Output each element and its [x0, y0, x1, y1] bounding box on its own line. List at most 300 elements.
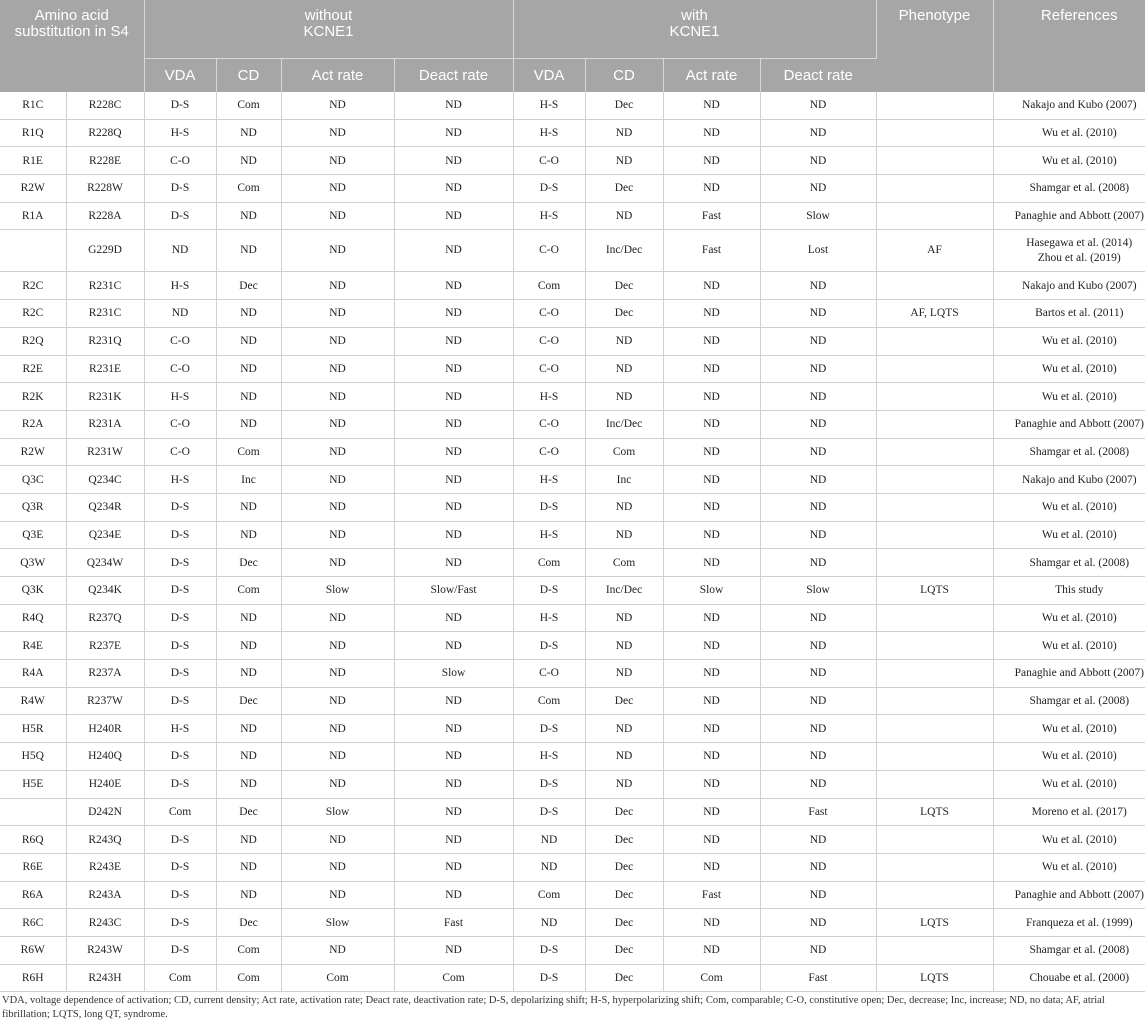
reference-text: Wu et al. (2010)	[1041, 501, 1117, 514]
cell-with-cd: Dec	[585, 92, 663, 119]
cell-without-act-rate: ND	[281, 770, 394, 798]
cell-relative-position: Q3C	[0, 466, 66, 494]
cell-substitution: R243A	[66, 881, 144, 909]
table-row	[0, 660, 1145, 688]
cell-with-vda: ND	[513, 853, 585, 881]
cell-without-deact-rate: Slow/Fast	[394, 577, 513, 605]
subheader-vda: VDA	[513, 59, 585, 93]
cell-without-act-rate: ND	[281, 853, 394, 881]
cell-with-act-rate: ND	[663, 770, 760, 798]
reference-text: Zhou et al. (2019)	[1037, 251, 1121, 264]
cell-with-cd: Com	[585, 549, 663, 577]
cell-references	[993, 521, 1145, 549]
cell-without-cd: Com	[216, 964, 281, 992]
cell-without-act-rate: ND	[281, 175, 394, 203]
cell-without-deact-rate: ND	[394, 327, 513, 355]
cell-with-cd: Inc/Dec	[585, 230, 663, 272]
cell-with-deact-rate: Slow	[760, 577, 876, 605]
cell-phenotype	[876, 881, 993, 909]
cell-substitution: H240Q	[66, 743, 144, 771]
cell-without-deact-rate: Com	[394, 964, 513, 992]
cell-references	[993, 853, 1145, 881]
cell-without-deact-rate: ND	[394, 770, 513, 798]
cell-phenotype	[876, 521, 993, 549]
cell-with-act-rate: ND	[663, 493, 760, 521]
reference-text: Shamgar et al. (2008)	[1029, 182, 1130, 195]
cell-with-deact-rate: ND	[760, 826, 876, 854]
cell-references	[993, 202, 1145, 230]
cell-with-vda: Com	[513, 881, 585, 909]
table-body	[0, 92, 1145, 992]
table-row	[0, 410, 1145, 438]
cell-without-vda: D-S	[144, 881, 216, 909]
subheader-vda: VDA	[144, 59, 216, 93]
cell-without-vda: D-S	[144, 853, 216, 881]
table-row	[0, 92, 1145, 119]
cell-relative-position: Q3R	[0, 493, 66, 521]
cell-phenotype	[876, 549, 993, 577]
cell-with-cd: ND	[585, 715, 663, 743]
cell-with-cd: Dec	[585, 881, 663, 909]
cell-references	[993, 881, 1145, 909]
cell-relative-position: Q3K	[0, 577, 66, 605]
cell-with-vda: D-S	[513, 632, 585, 660]
cell-references	[993, 715, 1145, 743]
cell-without-vda: D-S	[144, 936, 216, 964]
cell-with-vda: H-S	[513, 604, 585, 632]
cell-with-cd: ND	[585, 202, 663, 230]
cell-with-deact-rate: ND	[760, 521, 876, 549]
table-row	[0, 272, 1145, 300]
table-row	[0, 826, 1145, 854]
cell-phenotype: AF, LQTS	[876, 300, 993, 328]
cell-without-vda: D-S	[144, 660, 216, 688]
cell-with-cd: Dec	[585, 826, 663, 854]
cell-with-deact-rate: ND	[760, 272, 876, 300]
cell-references	[993, 438, 1145, 466]
cell-substitution: R231E	[66, 355, 144, 383]
cell-without-vda: D-S	[144, 521, 216, 549]
cell-references	[993, 355, 1145, 383]
cell-without-act-rate: ND	[281, 549, 394, 577]
cell-references	[993, 770, 1145, 798]
cell-with-deact-rate: ND	[760, 715, 876, 743]
cell-substitution: R231K	[66, 383, 144, 411]
cell-with-cd: ND	[585, 327, 663, 355]
cell-with-vda: C-O	[513, 147, 585, 175]
reference-text: Panaghie and Abbott (2007)	[1014, 418, 1144, 431]
cell-without-cd: ND	[216, 493, 281, 521]
cell-phenotype	[876, 119, 993, 147]
cell-with-vda: D-S	[513, 715, 585, 743]
cell-with-vda: ND	[513, 909, 585, 937]
table-row	[0, 632, 1145, 660]
cell-without-vda: Com	[144, 798, 216, 826]
cell-relative-position: R2K	[0, 383, 66, 411]
cell-references	[993, 175, 1145, 203]
cell-with-act-rate: ND	[663, 909, 760, 937]
reference-text: Shamgar et al. (2008)	[1029, 695, 1130, 708]
cell-with-cd: Inc/Dec	[585, 410, 663, 438]
cell-without-vda: D-S	[144, 909, 216, 937]
cell-without-vda: H-S	[144, 466, 216, 494]
cell-without-cd: ND	[216, 147, 281, 175]
reference-text: Wu et al. (2010)	[1041, 612, 1117, 625]
cell-with-vda: D-S	[513, 798, 585, 826]
cell-with-vda: H-S	[513, 92, 585, 119]
cell-without-vda: D-S	[144, 687, 216, 715]
cell-relative-position: Q3W	[0, 549, 66, 577]
reference-text: Panaghie and Abbott (2007)	[1014, 888, 1144, 901]
cell-with-act-rate: ND	[663, 936, 760, 964]
cell-references	[993, 798, 1145, 826]
cell-phenotype	[876, 92, 993, 119]
cell-phenotype	[876, 383, 993, 411]
table-row	[0, 466, 1145, 494]
subheader-act-rate: Act rate	[663, 59, 760, 93]
cell-without-act-rate: ND	[281, 632, 394, 660]
cell-phenotype	[876, 438, 993, 466]
cell-without-vda: D-S	[144, 493, 216, 521]
cell-with-act-rate: ND	[663, 466, 760, 494]
cell-relative-position: R2W	[0, 438, 66, 466]
cell-substitution: R237Q	[66, 604, 144, 632]
subheader-cd: CD	[216, 59, 281, 93]
cell-substitution: R228Q	[66, 119, 144, 147]
cell-references	[993, 410, 1145, 438]
cell-relative-position: R4E	[0, 632, 66, 660]
cell-references	[993, 147, 1145, 175]
cell-relative-position: R1Q	[0, 119, 66, 147]
cell-with-deact-rate: ND	[760, 660, 876, 688]
table-row	[0, 798, 1145, 826]
cell-without-vda: D-S	[144, 175, 216, 203]
cell-phenotype	[876, 660, 993, 688]
reference-text: Shamgar et al. (2008)	[1029, 445, 1130, 458]
cell-phenotype	[876, 743, 993, 771]
cell-with-cd: ND	[585, 521, 663, 549]
cell-without-vda: Com	[144, 964, 216, 992]
table-row	[0, 300, 1145, 328]
cell-phenotype: LQTS	[876, 964, 993, 992]
table-row	[0, 202, 1145, 230]
cell-substitution: R231A	[66, 410, 144, 438]
cell-substitution: R228W	[66, 175, 144, 203]
cell-without-vda: D-S	[144, 549, 216, 577]
table-row	[0, 327, 1145, 355]
cell-substitution: R231Q	[66, 327, 144, 355]
cell-without-cd: Dec	[216, 272, 281, 300]
cell-without-deact-rate: ND	[394, 300, 513, 328]
cell-without-cd: ND	[216, 327, 281, 355]
cell-references	[993, 743, 1145, 771]
cell-with-act-rate: Com	[663, 964, 760, 992]
cell-references	[993, 383, 1145, 411]
cell-without-act-rate: ND	[281, 119, 394, 147]
cell-substitution: Q234W	[66, 549, 144, 577]
cell-references	[993, 660, 1145, 688]
cell-with-deact-rate: ND	[760, 493, 876, 521]
cell-relative-position: R4A	[0, 660, 66, 688]
cell-phenotype: LQTS	[876, 798, 993, 826]
cell-with-act-rate: ND	[663, 355, 760, 383]
cell-with-deact-rate: Fast	[760, 964, 876, 992]
cell-relative-position	[0, 798, 66, 826]
cell-with-deact-rate: Fast	[760, 798, 876, 826]
cell-phenotype: AF	[876, 230, 993, 272]
cell-with-act-rate: ND	[663, 272, 760, 300]
cell-with-act-rate: ND	[663, 175, 760, 203]
cell-without-deact-rate: ND	[394, 230, 513, 272]
cell-with-cd: Dec	[585, 936, 663, 964]
cell-references	[993, 964, 1145, 992]
cell-without-vda: D-S	[144, 604, 216, 632]
cell-without-cd: Dec	[216, 798, 281, 826]
cell-without-act-rate: ND	[281, 604, 394, 632]
cell-without-cd: ND	[216, 660, 281, 688]
cell-with-cd: Dec	[585, 272, 663, 300]
cell-references	[993, 577, 1145, 605]
cell-with-cd: ND	[585, 660, 663, 688]
cell-substitution: Q234R	[66, 493, 144, 521]
cell-substitution: R237A	[66, 660, 144, 688]
cell-with-cd: ND	[585, 147, 663, 175]
cell-with-deact-rate: ND	[760, 410, 876, 438]
cell-without-act-rate: ND	[281, 687, 394, 715]
cell-with-deact-rate: ND	[760, 92, 876, 119]
cell-without-vda: H-S	[144, 119, 216, 147]
cell-with-deact-rate: ND	[760, 687, 876, 715]
cell-without-deact-rate: ND	[394, 604, 513, 632]
cell-with-deact-rate: ND	[760, 632, 876, 660]
cell-substitution: R231C	[66, 272, 144, 300]
cell-with-vda: H-S	[513, 119, 585, 147]
cell-relative-position: R4Q	[0, 604, 66, 632]
cell-substitution: R237W	[66, 687, 144, 715]
cell-references	[993, 92, 1145, 119]
cell-without-deact-rate: ND	[394, 743, 513, 771]
cell-without-deact-rate: ND	[394, 632, 513, 660]
cell-relative-position: R2C	[0, 272, 66, 300]
cell-without-vda: ND	[144, 230, 216, 272]
table-row	[0, 909, 1145, 937]
table-row	[0, 355, 1145, 383]
cell-without-deact-rate: ND	[394, 355, 513, 383]
cell-substitution: H240E	[66, 770, 144, 798]
cell-with-act-rate: ND	[663, 853, 760, 881]
cell-with-act-rate: ND	[663, 119, 760, 147]
cell-with-act-rate: ND	[663, 92, 760, 119]
table-row	[0, 853, 1145, 881]
cell-phenotype	[876, 466, 993, 494]
cell-without-cd: ND	[216, 853, 281, 881]
cell-with-vda: Com	[513, 687, 585, 715]
cell-without-deact-rate: ND	[394, 493, 513, 521]
cell-without-act-rate: ND	[281, 826, 394, 854]
cell-without-deact-rate: ND	[394, 798, 513, 826]
cell-with-vda: ND	[513, 826, 585, 854]
cell-relative-position: R6Q	[0, 826, 66, 854]
cell-without-vda: D-S	[144, 202, 216, 230]
cell-without-act-rate: ND	[281, 272, 394, 300]
cell-with-deact-rate: ND	[760, 147, 876, 175]
reference-text: Bartos et al. (2011)	[1035, 307, 1124, 320]
reference-text: Wu et al. (2010)	[1041, 390, 1117, 403]
cell-without-deact-rate: ND	[394, 175, 513, 203]
cell-relative-position	[0, 230, 66, 272]
cell-without-deact-rate: ND	[394, 715, 513, 743]
table-row	[0, 230, 1145, 272]
cell-without-vda: C-O	[144, 410, 216, 438]
cell-with-deact-rate: ND	[760, 909, 876, 937]
cell-substitution: R243C	[66, 909, 144, 937]
cell-without-cd: Com	[216, 936, 281, 964]
cell-without-cd: ND	[216, 383, 281, 411]
cell-with-act-rate: ND	[663, 438, 760, 466]
cell-references	[993, 300, 1145, 328]
cell-without-cd: Dec	[216, 909, 281, 937]
table-row	[0, 770, 1145, 798]
cell-without-deact-rate: ND	[394, 853, 513, 881]
cell-without-cd: ND	[216, 770, 281, 798]
cell-relative-position: R1C	[0, 92, 66, 119]
cell-without-cd: Inc	[216, 466, 281, 494]
cell-with-deact-rate: ND	[760, 549, 876, 577]
cell-with-vda: D-S	[513, 936, 585, 964]
table-row	[0, 743, 1145, 771]
cell-without-deact-rate: ND	[394, 936, 513, 964]
cell-substitution: R243H	[66, 964, 144, 992]
cell-phenotype	[876, 632, 993, 660]
reference-text: Shamgar et al. (2008)	[1029, 944, 1130, 957]
cell-without-deact-rate: ND	[394, 466, 513, 494]
cell-relative-position: R4W	[0, 687, 66, 715]
cell-with-vda: C-O	[513, 355, 585, 383]
cell-relative-position: R2Q	[0, 327, 66, 355]
cell-without-cd: Dec	[216, 549, 281, 577]
cell-without-cd: ND	[216, 521, 281, 549]
cell-with-cd: Dec	[585, 687, 663, 715]
reference-text: Nakajo and Kubo (2007)	[1021, 279, 1137, 292]
cell-without-act-rate: ND	[281, 92, 394, 119]
reference-text: Chouabe et al. (2000)	[1029, 971, 1130, 984]
cell-with-cd: Com	[585, 438, 663, 466]
cell-with-vda: D-S	[513, 964, 585, 992]
cell-phenotype	[876, 202, 993, 230]
cell-references	[993, 119, 1145, 147]
cell-without-cd: ND	[216, 826, 281, 854]
cell-without-cd: ND	[216, 715, 281, 743]
cell-relative-position: H5E	[0, 770, 66, 798]
cell-relative-position: R1E	[0, 147, 66, 175]
subheader-deact-rate: Deact rate	[394, 59, 513, 93]
cell-without-cd: ND	[216, 355, 281, 383]
cell-without-deact-rate: ND	[394, 521, 513, 549]
cell-without-act-rate: ND	[281, 660, 394, 688]
cell-substitution: R231W	[66, 438, 144, 466]
reference-text: Wu et al. (2010)	[1041, 335, 1117, 348]
cell-relative-position: R1A	[0, 202, 66, 230]
header-substitution: Amino acid substitution in S4	[0, 0, 144, 92]
cell-with-vda: D-S	[513, 175, 585, 203]
cell-substitution: H240R	[66, 715, 144, 743]
cell-phenotype	[876, 687, 993, 715]
cell-without-act-rate: ND	[281, 936, 394, 964]
cell-without-deact-rate: ND	[394, 92, 513, 119]
cell-without-cd: Com	[216, 438, 281, 466]
cell-without-deact-rate: Slow	[394, 660, 513, 688]
cell-phenotype	[876, 853, 993, 881]
cell-with-vda: D-S	[513, 577, 585, 605]
reference-text: Franqueza et al. (1999)	[1025, 916, 1133, 929]
cell-phenotype	[876, 147, 993, 175]
cell-with-act-rate: ND	[663, 798, 760, 826]
cell-relative-position: R6E	[0, 853, 66, 881]
cell-without-act-rate: ND	[281, 300, 394, 328]
cell-with-act-rate: ND	[663, 826, 760, 854]
cell-relative-position: H5R	[0, 715, 66, 743]
cell-relative-position: R6A	[0, 881, 66, 909]
cell-substitution: Q234C	[66, 466, 144, 494]
cell-references	[993, 466, 1145, 494]
cell-without-vda: C-O	[144, 147, 216, 175]
cell-with-cd: ND	[585, 383, 663, 411]
cell-without-deact-rate: ND	[394, 826, 513, 854]
cell-references	[993, 604, 1145, 632]
reference-text: This study	[1055, 584, 1104, 597]
cell-relative-position: R2C	[0, 300, 66, 328]
cell-without-cd: ND	[216, 300, 281, 328]
cell-with-cd: ND	[585, 493, 663, 521]
cell-without-deact-rate: Fast	[394, 909, 513, 937]
table-row	[0, 936, 1145, 964]
cell-with-vda: C-O	[513, 230, 585, 272]
cell-substitution: Q234E	[66, 521, 144, 549]
cell-without-vda: D-S	[144, 632, 216, 660]
subheader-deact-rate: Deact rate	[760, 59, 876, 93]
cell-without-deact-rate: ND	[394, 687, 513, 715]
cell-without-act-rate: ND	[281, 355, 394, 383]
cell-with-act-rate: Slow	[663, 577, 760, 605]
reference-text: Wu et al. (2010)	[1041, 639, 1117, 652]
cell-with-deact-rate: ND	[760, 853, 876, 881]
cell-substitution: D242N	[66, 798, 144, 826]
cell-without-deact-rate: ND	[394, 272, 513, 300]
cell-with-vda: H-S	[513, 383, 585, 411]
cell-without-vda: D-S	[144, 826, 216, 854]
table-footnote: VDA, voltage dependence of activation; CD, current density; Act rate, activation rate; Deact rate, deactivation rate; D-S, depolarizing shift; H-S, hyperpolarizing shift; Com, comparable; C-O, constitutive open; Dec, decrease; Inc, increase; ND, no data; AF, atrial fibrillation; LQTS, long QT, syndrome.	[2, 995, 1105, 1020]
cell-without-act-rate: ND	[281, 202, 394, 230]
cell-relative-position: R2A	[0, 410, 66, 438]
cell-phenotype	[876, 936, 993, 964]
cell-without-act-rate: ND	[281, 466, 394, 494]
cell-with-cd: ND	[585, 604, 663, 632]
cell-phenotype	[876, 715, 993, 743]
cell-references	[993, 687, 1145, 715]
cell-with-deact-rate: ND	[760, 881, 876, 909]
cell-substitution: R231C	[66, 300, 144, 328]
cell-without-vda: D-S	[144, 92, 216, 119]
cell-with-vda: C-O	[513, 410, 585, 438]
cell-substitution: G229D	[66, 230, 144, 272]
cell-with-deact-rate: ND	[760, 604, 876, 632]
cell-without-vda: H-S	[144, 383, 216, 411]
cell-without-cd: ND	[216, 230, 281, 272]
cell-with-deact-rate: ND	[760, 119, 876, 147]
cell-with-vda: C-O	[513, 438, 585, 466]
cell-with-deact-rate: Lost	[760, 230, 876, 272]
cell-with-act-rate: ND	[663, 743, 760, 771]
